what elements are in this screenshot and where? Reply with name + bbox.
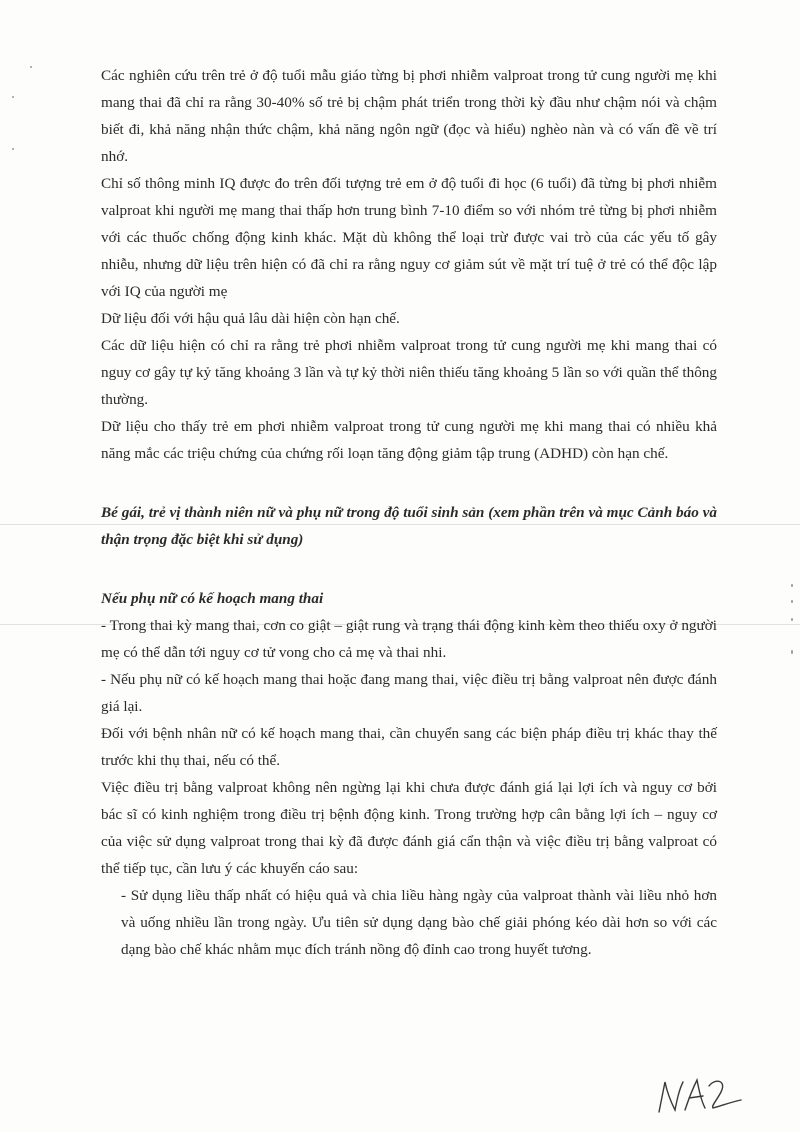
paragraph-switch-treatment: Đối với bệnh nhân nữ có kế hoạch mang thai, cần chuyển sang các biện pháp điều trị khác thay thế trước khi thụ thai, nếu có thể.	[101, 725, 717, 769]
scan-speck	[791, 600, 793, 603]
section-heading: Bé gái, trẻ vị thành niên nữ và phụ nữ trong độ tuổi sinh sản (xem phần trên và mục Cảnh báo và thận trọng đặc biệt khi sử dụng)	[101, 504, 717, 548]
paragraph-reevaluate-treatment: - Nếu phụ nữ có kế hoạch mang thai hoặc đang mang thai, việc điều trị bằng valproat nên được đánh giá lại.	[101, 671, 717, 715]
subsection-heading: Nếu phụ nữ có kế hoạch mang thai	[101, 590, 324, 607]
paragraph-long-term-data: Dữ liệu đối với hậu quả lâu dài hiện còn hạn chế.	[101, 310, 400, 327]
paragraph-seizure-risk: - Trong thai kỳ mang thai, cơn co giật – giật rung và trạng thái động kinh kèm theo thiếu oxy ở người mẹ có thể dẫn tới nguy cơ tử vong cho cả mẹ và thai nhi.	[101, 617, 717, 661]
paragraph-iq-findings: Chỉ số thông minh IQ được đo trên đối tượng trẻ em ở độ tuổi đi học (6 tuổi) đã từng bị phơi nhiễm valproat khi người mẹ mang thai thấp hơn trung bình 7-10 điểm so với nhóm trẻ từng bị phơi nhiễm với các thuốc chống động kinh khác. Mặt dù không thể loại trừ được vai trò của các yếu tố gây nhiễu, nhưng dữ liệu trên hiện có đã chỉ ra rằng nguy cơ giảm sút về mặt trí tuệ ở trẻ có thể độc lập với IQ của người mẹ	[101, 175, 717, 300]
scan-speck	[12, 148, 14, 150]
paragraph-adhd-data: Dữ liệu cho thấy trẻ em phơi nhiễm valproat trong tử cung người mẹ khi mang thai có nhiều khả năng mắc các triệu chứng của chứng rối loạn tăng động giảm tập trung (ADHD) còn hạn chế.	[101, 418, 717, 462]
paragraph-autism-risk: Các dữ liệu hiện có chỉ ra rằng trẻ phơi nhiễm valproat trong tử cung người mẹ khi mang thai có nguy cơ gây tự kỷ tăng khoảng 3 lần và tự kỷ thời niên thiếu tăng khoảng 5 lần so với quần thể thông thường.	[101, 337, 717, 408]
scan-speck	[12, 96, 14, 98]
paragraph-continue-treatment: Việc điều trị bằng valproat không nên ngừng lại khi chưa được đánh giá lại lợi ích và nguy cơ bởi bác sĩ có kinh nghiệm trong điều trị bệnh động kinh. Trong trường hợp cân bằng lợi ích – nguy cơ của việc sử dụng valproat trong thai kỳ đã được đánh giá cẩn thận và việc điều trị bằng valproat có thể tiếp tục, cần lưu ý các khuyến cáo sau:	[101, 779, 717, 877]
document-body	[101, 62, 717, 963]
paragraph-preschool-studies: Các nghiên cứu trên trẻ ở độ tuổi mẫu giáo từng bị phơi nhiễm valproat trong tử cung người mẹ khi mang thai đã chỉ ra rằng 30-40% số trẻ bị chậm phát triển trong thời kỳ đầu như chậm nói và chậm biết đi, khả năng nhận thức chậm, khả năng ngôn ngữ (đọc và hiểu) nghèo nàn và có vấn đề về trí nhớ.	[101, 67, 717, 165]
scan-speck	[791, 618, 793, 621]
paragraph-lowest-dose: - Sử dụng liều thấp nhất có hiệu quả và chia liều hàng ngày của valproat thành vài liều nhỏ hơn và uống nhiều lần trong ngày. Ưu tiên sử dụng dạng bào chế giải phóng kéo dài hơn so với các dạng bào chế khác nhằm mục đích tránh nồng độ đỉnh cao trong huyết tương.	[121, 887, 717, 958]
scan-speck	[791, 650, 793, 654]
section-spacer	[101, 467, 717, 499]
scan-speck	[791, 584, 793, 587]
scan-speck	[30, 66, 32, 68]
handwritten-initials-signature	[655, 1072, 745, 1120]
section-spacer	[101, 553, 717, 585]
